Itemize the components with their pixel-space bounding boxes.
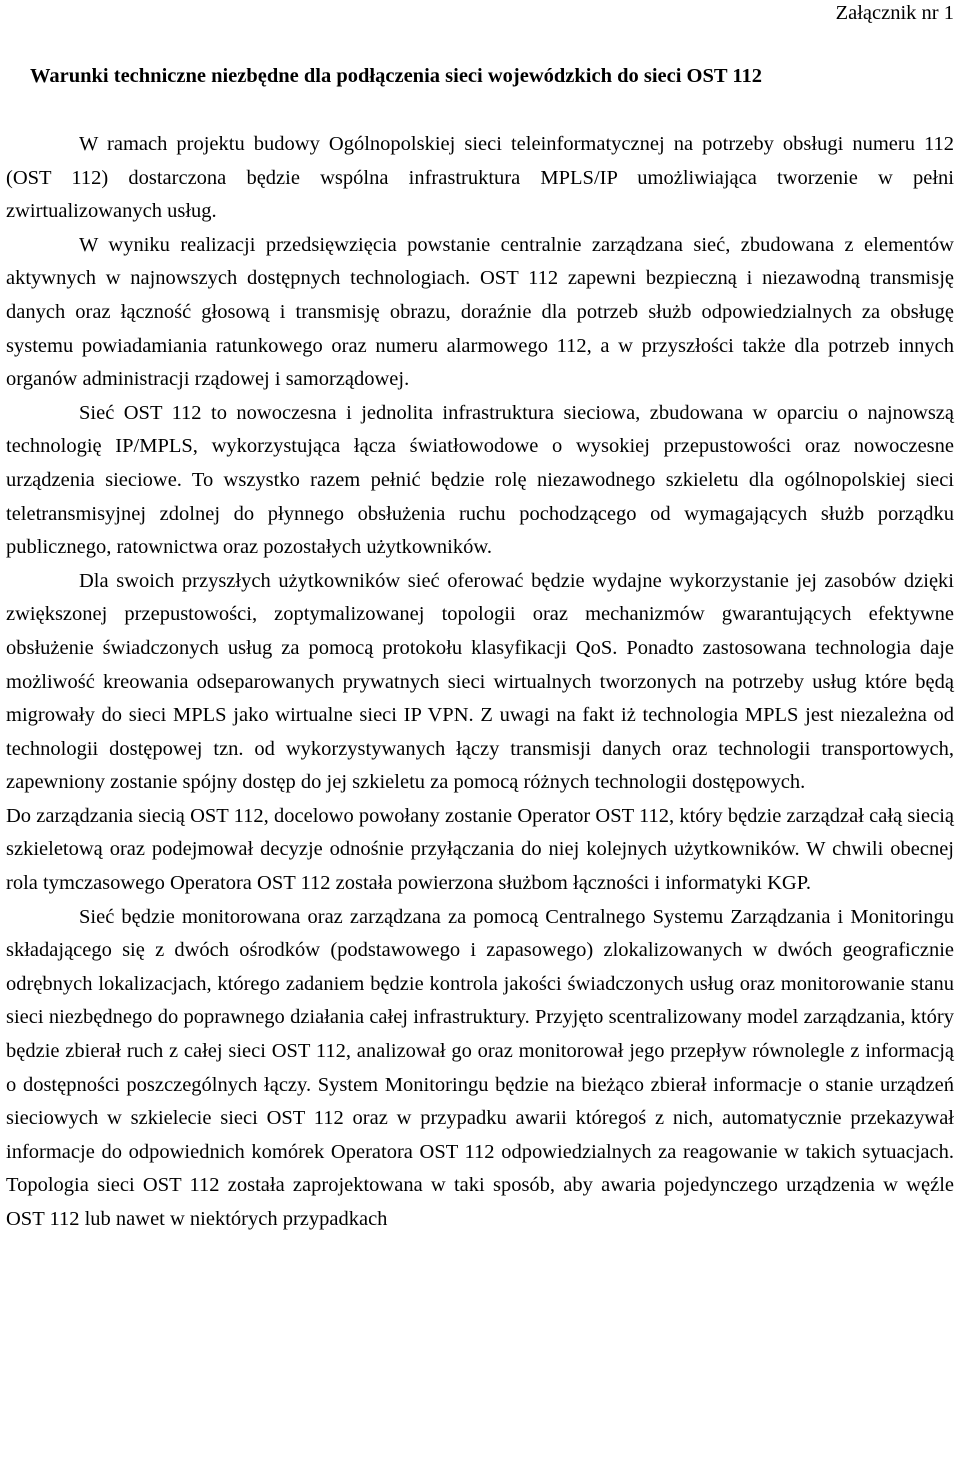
paragraph-2: W wyniku realizacji przedsięwzięcia powstanie centralnie zarządzana sieć, zbudowana z elementów aktywnych w najnowszych dostępnych technologiach. OST 112 zapewni bezpieczną i niezawodną transmisję danych oraz łączność głosową i transmisję obrazu, doraźnie dla potrzeb służb odpowiedzialnych za obsługę systemu powiadamiania ratunkowego oraz numeru alarmowego 112, a w przyszłości także dla potrzeb innych organów administracji rządowej i samorządowej. bbox=[6, 233, 954, 391]
annex-label: Załącznik nr 1 bbox=[835, 2, 954, 24]
paragraph-6: Sieć będzie monitorowana oraz zarządzana za pomocą Centralnego Systemu Zarządzania i Monitoringu składającego się z dwóch ośrodków (podstawowego i zapasowego) zlokalizowanych w dwóch geograficznie odrębnych lokalizacjach, którego zadaniem będzie kontrola jakości świadczonych usług oraz monitorowanie stanu sieci niezbędnego do poprawnego działania całej infrastruktury. Przyjęto scentralizowany model zarządzania, który będzie zbierał ruch z całej sieci OST 112, analizował go oraz monitorował jego przepływ równolegle z informacją o dostępności poszczególnych łączy. System Monitoringu będzie na bieżąco zbierał informacje o stanie urządzeń sieciowych w szkielecie sieci OST 112 oraz w przypadku awarii któregoś z nich, automatycznie przekazywał informacje do odpowiednich komórek Operatora OST 112 odpowiedzialnych za reagowanie w takich sytuacjach. Topologia sieci OST 112 została zaprojektowana w taki sposób, aby awaria pojedynczego urządzenia w węźle OST 112 lub nawet w niektórych przypadkach bbox=[6, 905, 954, 1230]
paragraph-1: W ramach projektu budowy Ogólnopolskiej sieci teleinformatycznej na potrzeby obsługi numeru 112 (OST 112) dostarczona będzie wspólna infrastruktura MPLS/IP umożliwiająca tworzenie w pełni zwirtualizowanych usług. bbox=[6, 133, 954, 223]
document-body bbox=[6, 128, 954, 1237]
paragraph-4: Dla swoich przyszłych użytkowników sieć oferować będzie wydajne wykorzystanie jej zasobów dzięki zwiększonej przepustowości, zoptymalizowanej topologii oraz mechanizmów gwarantujących efektywne obsłużenie świadczonych usług za pomocą protokołu klasyfikacji QoS. Ponadto zastosowana technologia daje możliwość kreowania odseparowanych prywatnych sieci wirtualnych tworzonych na potrzeby usług które będą migrowały do sieci MPLS jako wirtualne sieci IP VPN. Z uwagi na fakt iż technologia MPLS jest niezależna od technologii dostępowej tzn. od wykorzystywanych łączy transmisji danych oraz technologii transportowych, zapewniony zostanie spójny dostęp do jej szkieletu za pomocą różnych technologii dostępowych. bbox=[6, 569, 954, 794]
document-title: Warunki techniczne niezbędne dla podłączenia sieci wojewódzkich do sieci OST 112 bbox=[30, 65, 762, 87]
paragraph-3: Sieć OST 112 to nowoczesna i jednolita infrastruktura sieciowa, zbudowana w oparciu o najnowszą technologię IP/MPLS, wykorzystująca łącza światłowodowe o wysokiej przepustowości oraz nowoczesne urządzenia sieciowe. To wszystko razem pełnić będzie rolę niezawodnego szkieletu dla ogólnopolskiej sieci teletransmisyjnej zdolnej do płynnego obsłużenia ruchu pochodzącego od wymagających służb porządku publicznego, ratownictwa oraz pozostałych użytkowników. bbox=[6, 401, 954, 559]
paragraph-5: Do zarządzania siecią OST 112, docelowo powołany zostanie Operator OST 112, który będzie zarządzał całą siecią szkieletową oraz podejmował decyzje odnośnie przyłączania do niej kolejnych użytkowników. W chwili obecnej rola tymczasowego Operatora OST 112 została powierzona służbom łączności i informatyki KGP. bbox=[6, 804, 954, 895]
